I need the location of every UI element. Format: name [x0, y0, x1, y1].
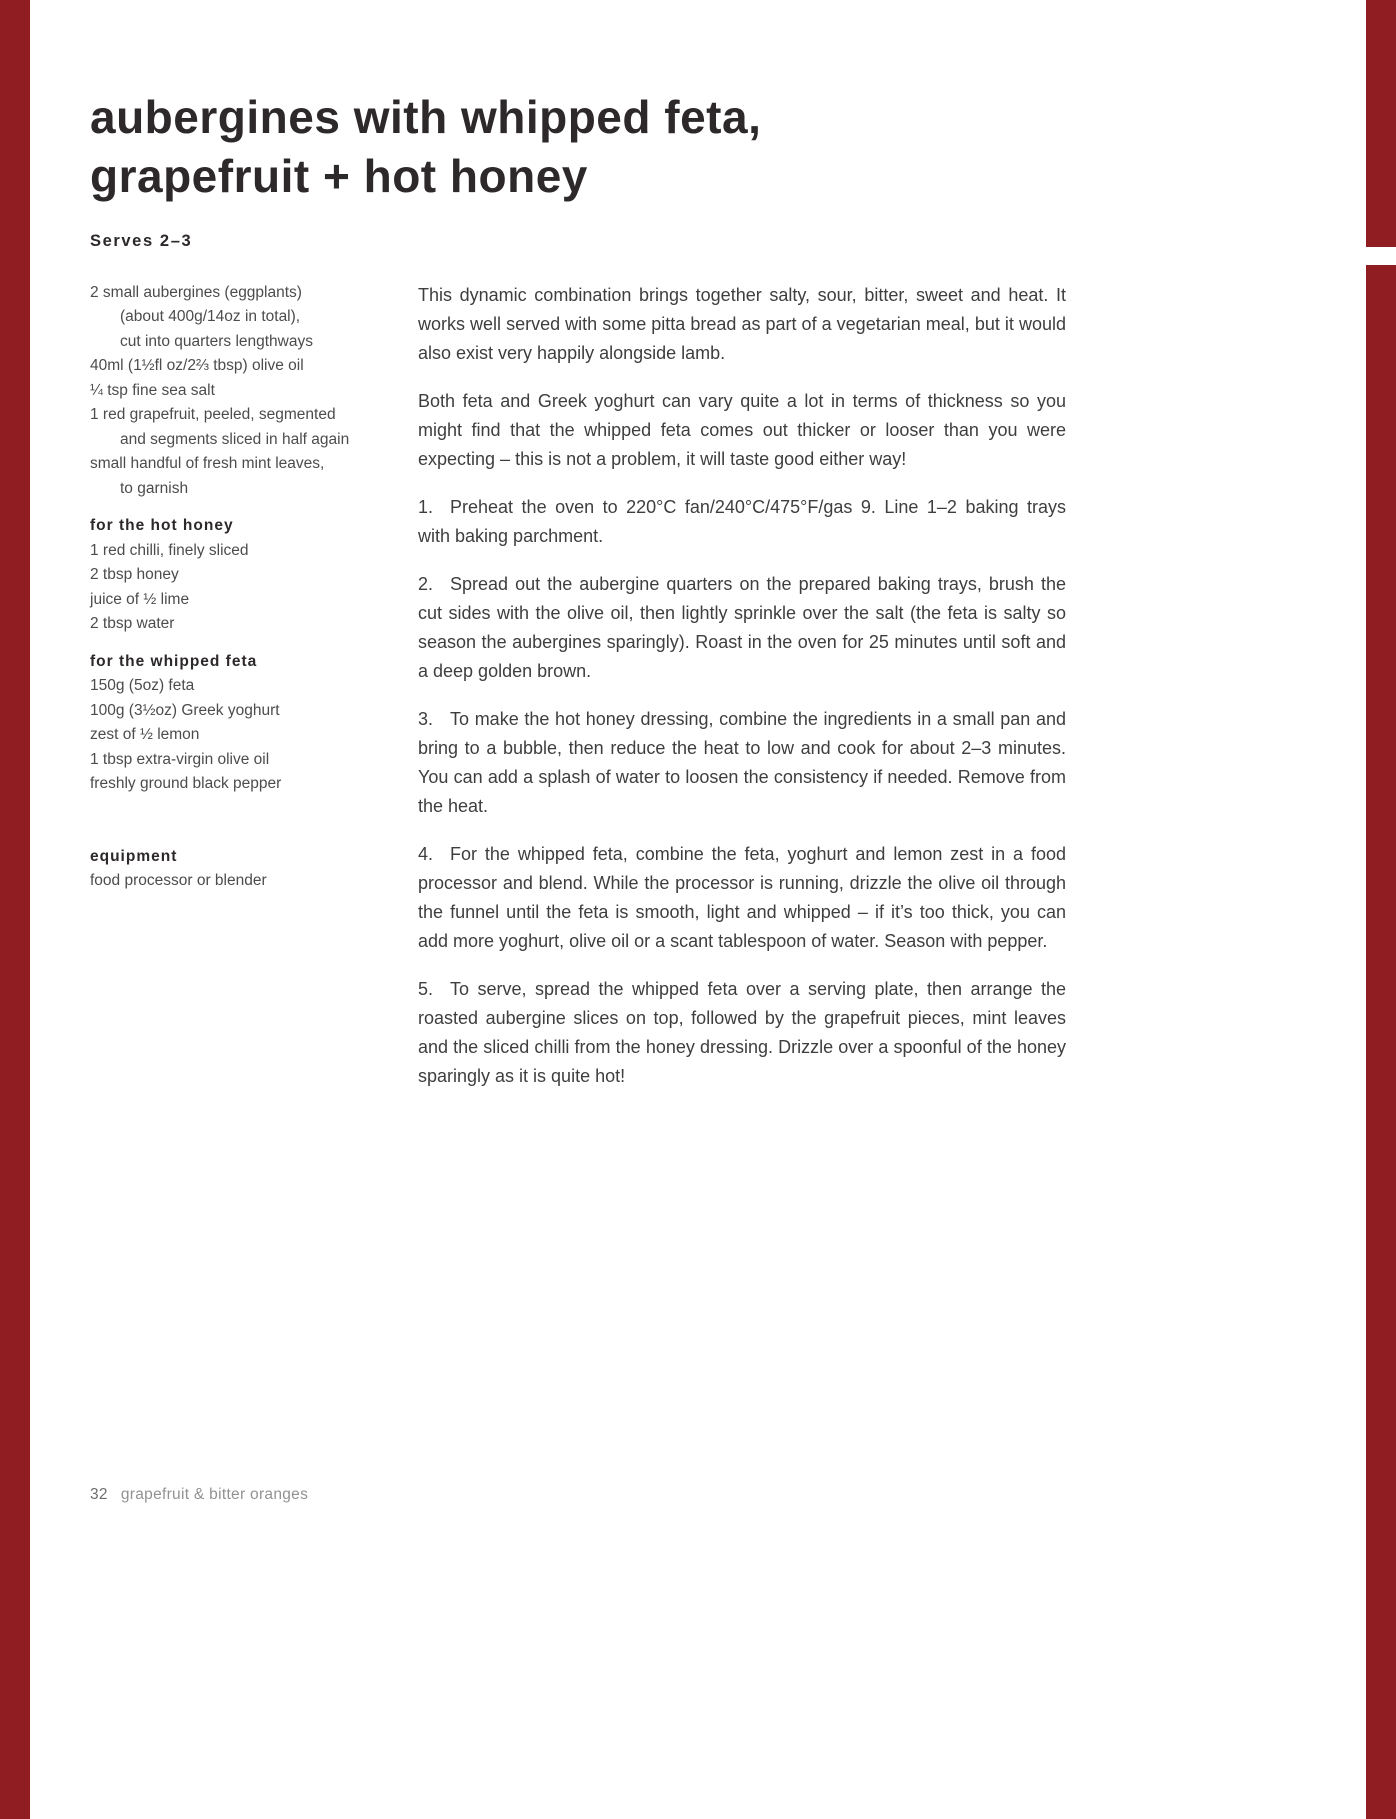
right-page-edge-bar [1366, 0, 1396, 1819]
step-number: 4. [418, 843, 434, 864]
ingredient-line: 2 tbsp honey [90, 566, 179, 584]
step-number: 1. [418, 496, 434, 517]
intro-paragraphs [418, 281, 1066, 474]
whipped-feta-items [90, 674, 382, 797]
ingredient-line: zest of ½ lemon [90, 726, 200, 744]
ingredients-section-whipped-feta [90, 650, 382, 797]
equipment-items [90, 869, 382, 894]
serves-label: Serves 2–3 [90, 231, 193, 250]
ingredients-column [90, 281, 382, 1110]
page-footer [90, 1486, 308, 1504]
ingredients-section-equipment [90, 845, 382, 894]
ingredient-line: 1 tbsp extra-virgin olive oil [90, 750, 270, 768]
ingredient-line: 2 small aubergines (eggplants) [90, 283, 302, 301]
ingredient-line: 100g (3½oz) Greek yoghurt [90, 701, 280, 719]
ingredient-line: (about 400g/14oz in total), [120, 308, 301, 326]
method-step [418, 840, 1066, 956]
ingredient-line: 1 red chilli, finely sliced [90, 541, 249, 559]
step-text: For the whipped feta, combine the feta, yoghurt and lemon zest in a food processor and blend. While the processor is running, drizzle the olive oil through the funnel until the feta is smooth, light and whipped – if it’s too thick, you can add more yoghurt, olive oil or a scant tablespoon of water. Season with pepper. [418, 843, 1066, 951]
method-step [418, 570, 1066, 686]
ingredient-line: juice of ½ lime [90, 590, 190, 608]
step-number: 3. [418, 708, 434, 729]
ingredient-line: 2 tbsp water [90, 615, 175, 633]
ingredient-line: 150g (5oz) feta [90, 677, 195, 695]
step-number: 5. [418, 978, 434, 999]
intro-paragraph: Both feta and Greek yoghurt can vary quite a lot in terms of thickness so you might find that the whipped feta comes out thicker or looser than you were expecting – this is not a problem, it will taste good either way! [418, 390, 1066, 469]
step-text: To make the hot honey dressing, combine the ingredients in a small pan and bring to a bubble, then reduce the heat to low and cook for about 2–3 minutes. You can add a splash of water to loosen the consistency if needed. Remove from the heat. [418, 708, 1066, 816]
ingredient-line: small handful of fresh mint leaves, [90, 455, 325, 473]
ingredients-main-list [90, 281, 382, 502]
hot-honey-items [90, 539, 382, 637]
left-page-edge-bar [0, 0, 30, 1819]
ingredient-line: and segments sliced in half again [120, 430, 350, 448]
ingredients-section-hot-honey [90, 514, 382, 637]
section-heading-whipped-feta: for the whipped feta [90, 652, 258, 670]
ingredient-line: 1 red grapefruit, peeled, segmented [90, 406, 336, 424]
method-step [418, 493, 1066, 551]
intro-paragraph: This dynamic combination brings together salty, sour, bitter, sweet and heat. It works well served with some pitta bread as part of a vegetarian meal, but it would also exist very happily alongside lamb. [418, 284, 1066, 363]
book-section-title: grapefruit & bitter oranges [120, 1486, 309, 1503]
page-number: 32 [90, 1486, 108, 1503]
ingredient-line: to garnish [120, 479, 189, 497]
equipment-line: food processor or blender [90, 872, 267, 890]
recipe-title-line1: aubergines with whipped feta, [90, 91, 762, 143]
section-heading-hot-honey: for the hot honey [90, 517, 234, 535]
ingredient-line: ¼ tsp fine sea salt [90, 381, 215, 399]
right-edge-notch [1366, 247, 1396, 265]
ingredient-line: freshly ground black pepper [90, 775, 282, 793]
method-steps [418, 493, 1066, 1091]
step-text: Preheat the oven to 220°C fan/240°C/475°F/gas 9. Line 1–2 baking trays with baking parchment. [418, 496, 1066, 546]
method-step [418, 975, 1066, 1091]
step-number: 2. [418, 573, 434, 594]
section-heading-equipment: equipment [90, 847, 178, 865]
step-text: To serve, spread the whipped feta over a serving plate, then arrange the roasted aubergine slices on top, followed by the grapefruit pieces, mint leaves and the sliced chilli from the honey dressing. Drizzle over a spoonful of the honey sparingly as it is quite hot! [418, 978, 1066, 1086]
recipe-title [90, 88, 1066, 206]
ingredient-line: 40ml (1½fl oz/2⅔ tbsp) olive oil [90, 357, 304, 375]
step-text: Spread out the aubergine quarters on the prepared baking trays, brush the cut sides with the olive oil, then lightly sprinkle over the salt (the feta is salty so season the aubergines sparingly). Roast in the oven for 25 minutes until soft and a deep golden brown. [418, 573, 1066, 681]
ingredient-line: cut into quarters lengthways [120, 332, 313, 350]
method-step [418, 705, 1066, 821]
recipe-title-line2: grapefruit + hot honey [90, 149, 588, 202]
method-column [418, 281, 1066, 1110]
recipe-columns [90, 281, 1066, 1110]
